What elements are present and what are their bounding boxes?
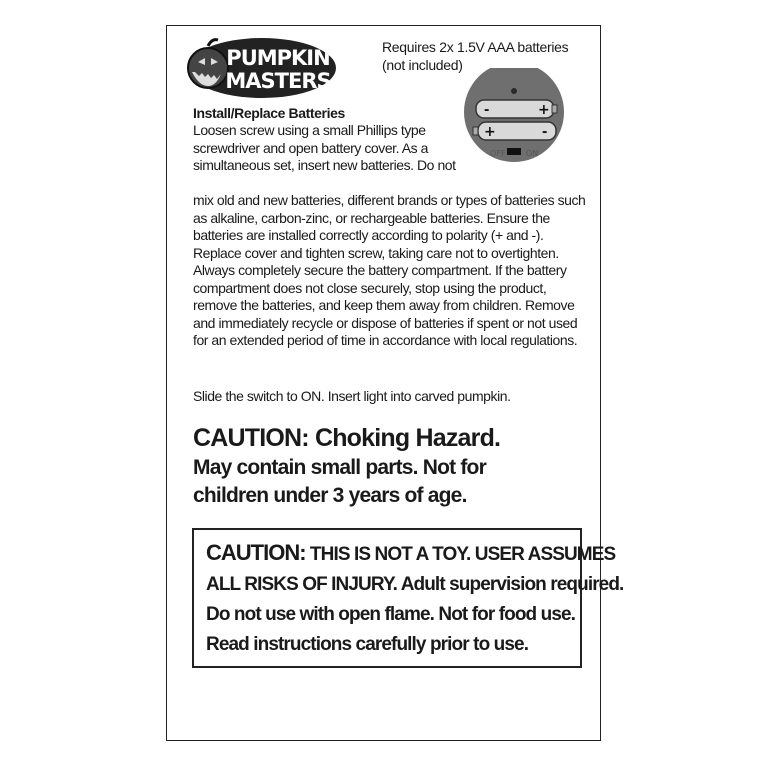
choking-hazard-title: CAUTION: Choking Hazard. [193, 424, 501, 452]
install-heading: Install/Replace Batteries [193, 105, 345, 121]
battery-icon [473, 122, 556, 140]
screw-icon [511, 88, 517, 94]
battery-minus-label: - [542, 125, 548, 140]
battery-plus-label: + [538, 102, 550, 118]
requirements-line1: Requires 2x 1.5V AAA batteries [382, 39, 569, 55]
instructions-paragraph-top: Loosen screw using a small Phillips type screwdriver and open battery cover. As a simultaneous set, insert new batteries. Do not [193, 122, 456, 173]
caution-box-line1 [206, 538, 616, 570]
logo-text-masters: MASTERS [225, 69, 331, 93]
switch-on-label: ON [526, 149, 539, 158]
choking-hazard-line2: May contain small parts. Not for [193, 456, 486, 479]
switch-off-label: OFF [490, 149, 506, 158]
battery-compartment-diagram [456, 68, 576, 164]
caution-box-line4: Read instructions carefully prior to use. [206, 634, 529, 655]
logo-text-pumpkin: PUMPKIN [226, 46, 330, 70]
switch-instruction: Slide the switch to ON. Insert light into carved pumpkin. [193, 388, 511, 404]
pumpkin-masters-logo [186, 30, 338, 100]
instructions-paragraph-main: mix old and new batteries, different brands or types of batteries such as alkaline, carbon-zinc, or rechargeable batteries. Ensure the batteries are installed correctly according to polarity (+ and -). Replace cover and tighten screw, taking care not to overtighten. Always completely secure the battery compartment. If the battery compartment does not close securely, stop using the product, remove the batteries, and keep them away from children. Remove and immediately recycle or dispose of batteries if spent or not used for an extended period of time in accordance with local regulations. [193, 192, 586, 348]
choking-hazard-warning [193, 422, 593, 510]
caution-label: CAUTION: [206, 540, 306, 565]
requirements-line2: (not included) [382, 57, 463, 73]
caution-box-text [206, 538, 624, 660]
caution-box-line3: Do not use with open flame. Not for food use. [206, 604, 576, 625]
battery-icon [476, 100, 557, 118]
caution-box-line1-rest: THIS IS NOT A TOY. USER ASSUMES [305, 544, 616, 565]
choking-hazard-line3: children under 3 years of age. [193, 484, 467, 507]
battery-minus-label: - [484, 103, 490, 118]
battery-plus-label: + [484, 124, 496, 140]
switch-toggle [507, 148, 521, 155]
caution-box-line2: ALL RISKS OF INJURY. Adult supervision required. [206, 574, 624, 595]
